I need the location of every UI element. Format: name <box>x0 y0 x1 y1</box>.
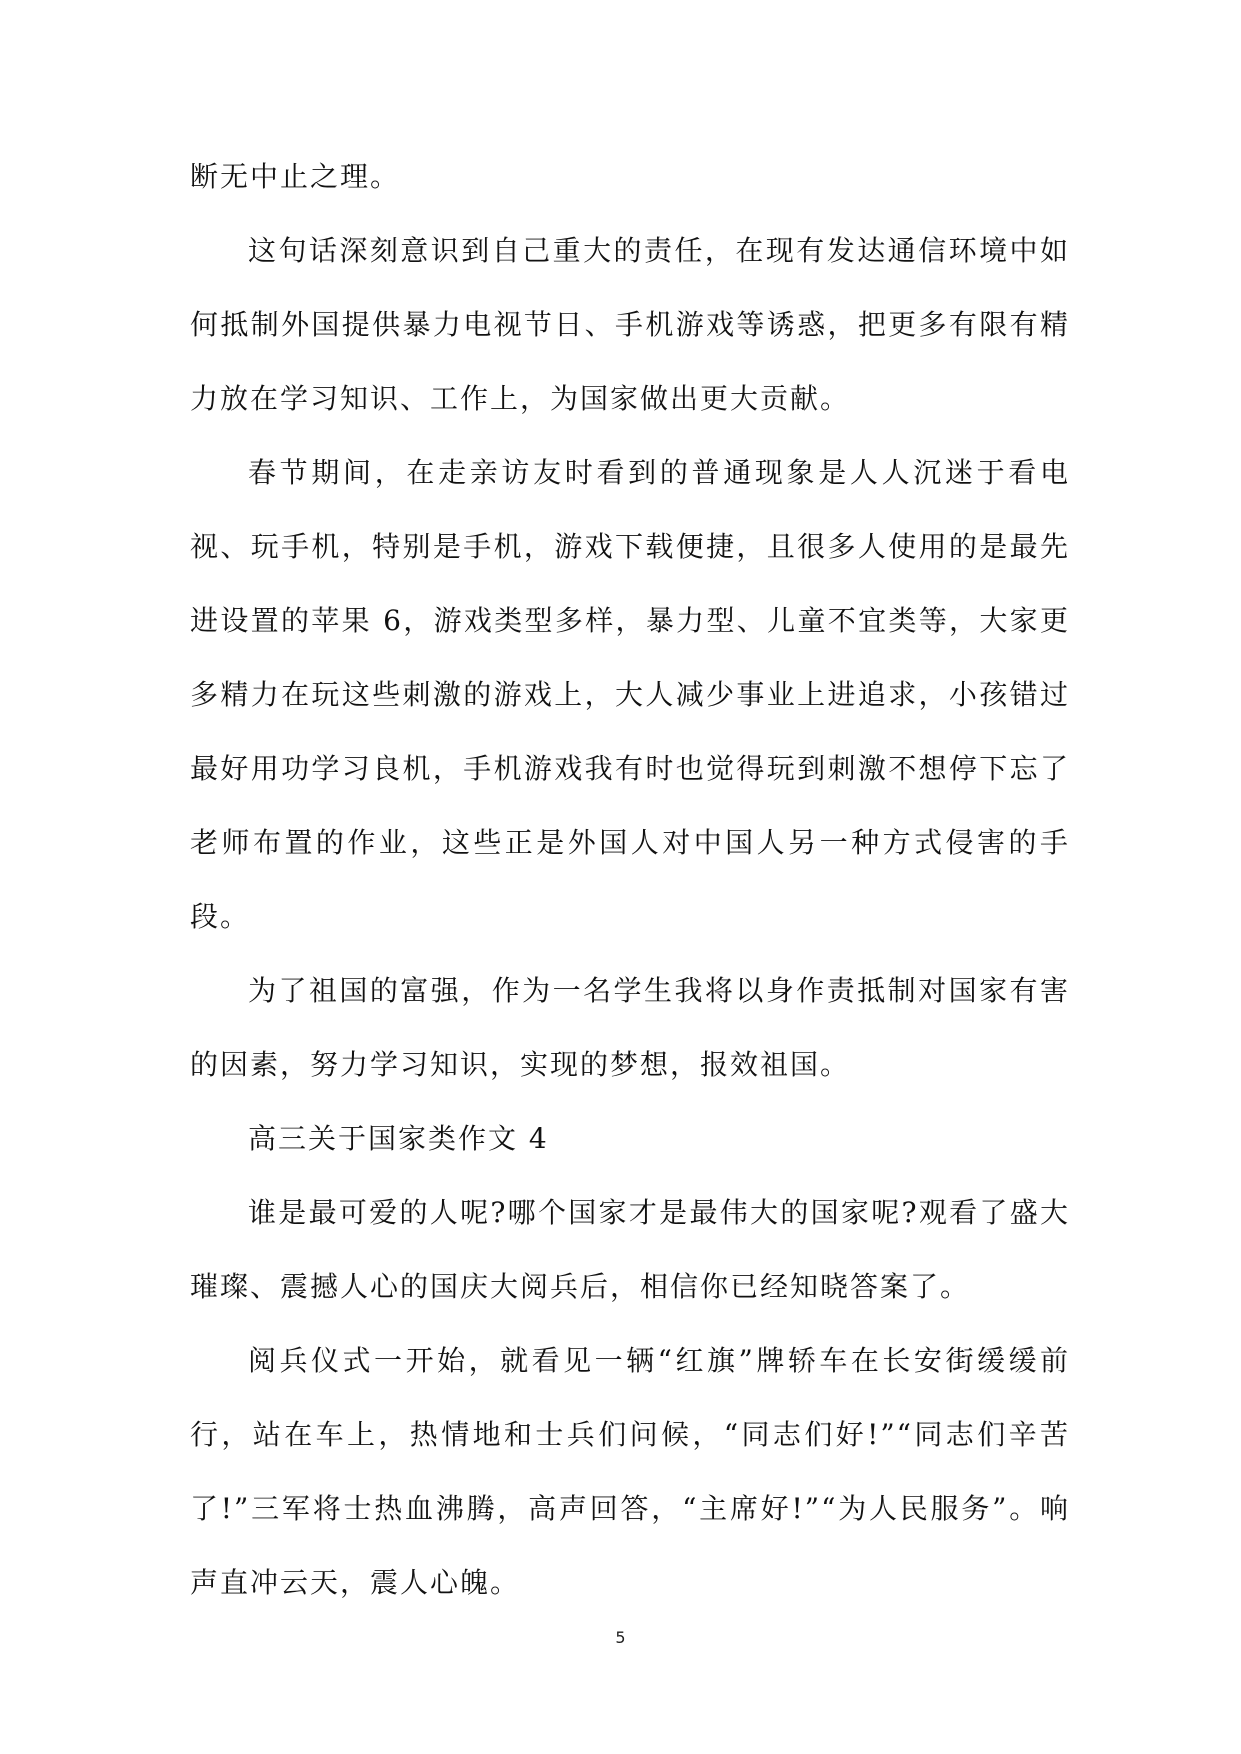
paragraph-5: 谁是最可爱的人呢?哪个国家才是最伟大的国家呢?观看了盛大璀璨、震撼人心的国庆大阅兵后，相信你已经知晓答案了。 <box>190 1196 1070 1303</box>
paragraph-1: 断无中止之理。 <box>190 160 401 193</box>
paragraph-4: 为了祖国的富强，作为一名学生我将以身作责抵制对国家有害的因素，努力学习知识，实现的梦想，报效祖国。 <box>190 974 1070 1081</box>
paragraph-3: 春节期间，在走亲访友时看到的普通现象是人人沉迷于看电视、玩手机，特别是手机，游戏下载便捷，且很多人使用的是最先进设置的苹果 6，游戏类型多样，暴力型、儿童不宜类等，大家更多精力在玩这些刺激的游戏上，大人减少事业上进追求，小孩错过最好用功学习良机，手机游戏我有时也觉得玩到刺激不想停下忘了老师布置的作业，这些正是外国人对中国人另一种方式侵害的手段。 <box>190 456 1070 933</box>
paragraph-2: 这句话深刻意识到自己重大的责任，在现有发达通信环境中如何抵制外国提供暴力电视节日、手机游戏等诱惑，把更多有限有精力放在学习知识、工作上，为国家做出更大贡献。 <box>190 234 1070 415</box>
page-number: 5 <box>615 1628 626 1647</box>
paragraph-6: 阅兵仪式一开始，就看见一辆“红旗”牌轿车在长安街缓缓前行，站在车上，热情地和士兵们问候，“同志们好!”“同志们辛苦了!”三军将士热血沸腾，高声回答，“主席好!”“为人民服务”。响声直冲云天，震人心魄。 <box>190 1344 1070 1599</box>
document-body <box>190 140 1070 1620</box>
section-heading: 高三关于国家类作文 4 <box>248 1122 549 1155</box>
